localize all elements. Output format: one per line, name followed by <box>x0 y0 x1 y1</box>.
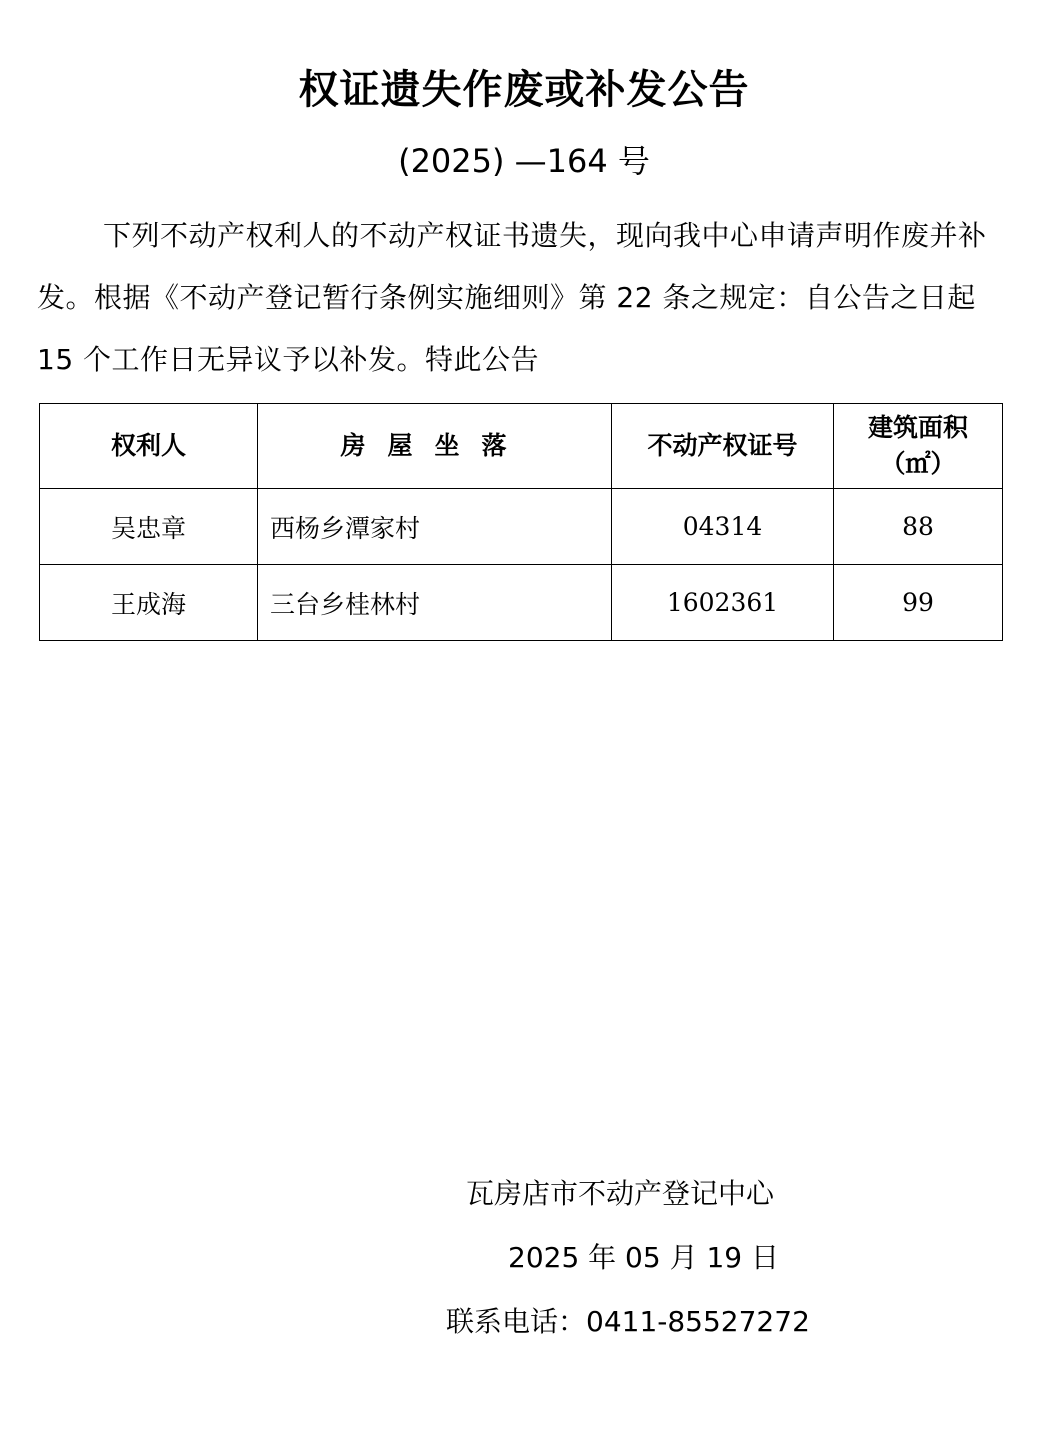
table-row <box>40 489 1003 565</box>
header-holder: 权利人 <box>40 404 258 489</box>
notice-body: 下列不动产权利人的不动产权证书遗失，现向我中心申请声明作废并补发。根据《不动产登记暂行条例实施细则》第 22 条之规定：自公告之日起 15 个工作日无异议予以补发。特此公告 <box>37 219 987 376</box>
cell-holder: 吴忠章 <box>40 489 258 565</box>
notice-footer <box>446 1168 866 1360</box>
issuing-organization: 瓦房店市不动产登记中心 <box>466 1177 775 1210</box>
cell-address: 西杨乡潭家村 <box>258 489 612 565</box>
table-row <box>40 565 1003 641</box>
cell-certificate: 1602361 <box>612 565 834 641</box>
contact-phone: 联系电话：0411-85527272 <box>446 1305 810 1338</box>
cell-address: 三台乡桂林村 <box>258 565 612 641</box>
cell-holder: 王成海 <box>40 565 258 641</box>
cell-area: 88 <box>834 489 1003 565</box>
notice-title: 权证遗失作废或补发公告 <box>298 67 750 113</box>
header-area-unit: （㎡） <box>880 449 956 478</box>
header-certificate: 不动产权证号 <box>612 404 834 489</box>
header-address: 房屋坐落 <box>258 404 612 489</box>
header-area <box>834 404 1003 489</box>
records-table <box>39 403 1003 641</box>
table-header-row <box>40 404 1003 489</box>
cell-certificate: 04314 <box>612 489 834 565</box>
cell-area: 99 <box>834 565 1003 641</box>
issue-date: 2025 年 05 月 19 日 <box>508 1241 780 1274</box>
notice-number: (2025) —164 号 <box>398 142 650 180</box>
header-area-label: 建筑面积 <box>867 413 968 442</box>
